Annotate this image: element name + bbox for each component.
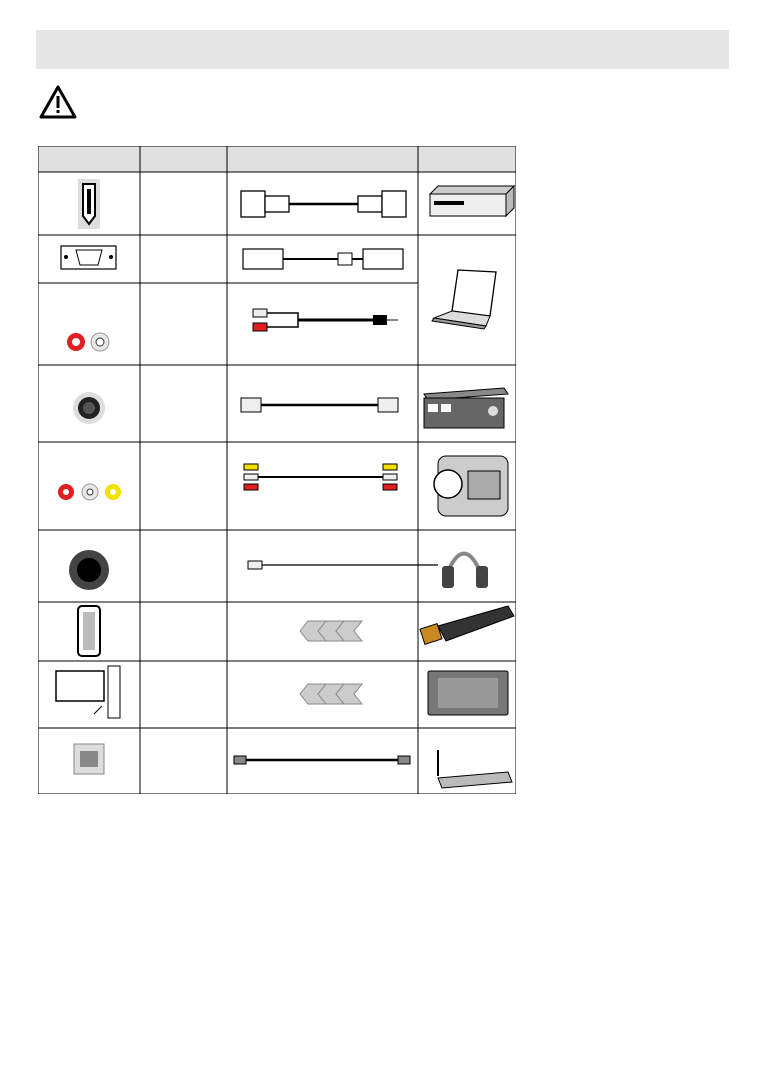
- ethernet-port-icon: [74, 744, 104, 774]
- table-row: [56, 666, 508, 718]
- vga-port-icon: [61, 246, 116, 269]
- connections-table: [38, 146, 516, 794]
- hdmi-cable-icon: [241, 191, 406, 217]
- coaxial-port-icon: [73, 392, 105, 424]
- av-rca-cable-icon: [244, 464, 397, 490]
- coaxial-cable-icon: [241, 398, 398, 412]
- headphones-icon: [442, 554, 488, 589]
- warning-triangle-icon: [38, 84, 78, 120]
- rca-to-minijack-cable-icon: [253, 309, 398, 331]
- audio-amplifier-icon: [424, 388, 508, 428]
- table-row: [61, 246, 403, 269]
- cam-module-icon: [428, 671, 508, 715]
- table-row: [67, 270, 496, 351]
- header-bar: [36, 30, 729, 69]
- ci-slot-icon: [56, 666, 120, 718]
- insert-arrows-icon: [300, 621, 362, 641]
- insert-arrows-icon: [300, 684, 362, 704]
- laptop-icon: [432, 270, 496, 329]
- table-row: [69, 550, 488, 590]
- table-row: [73, 388, 508, 428]
- usb-port-icon: [78, 606, 100, 656]
- av-rca-ports-icon: [58, 484, 121, 500]
- hdmi-port-icon: [78, 179, 100, 229]
- table-row: [58, 456, 508, 516]
- vga-cable-icon: [243, 249, 403, 269]
- dvd-player-icon: [430, 186, 514, 216]
- ethernet-cable-icon: [234, 756, 410, 764]
- table-header: [38, 146, 516, 172]
- audio-rca-ports-icon: [67, 333, 109, 351]
- usb-stick-icon: [420, 606, 514, 644]
- router-icon: [438, 750, 512, 788]
- minijack-cable-icon: [248, 561, 438, 569]
- table-row: [78, 606, 514, 656]
- headphone-jack-icon: [69, 550, 109, 590]
- table-row: [78, 179, 514, 229]
- camcorder-icon: [434, 456, 508, 516]
